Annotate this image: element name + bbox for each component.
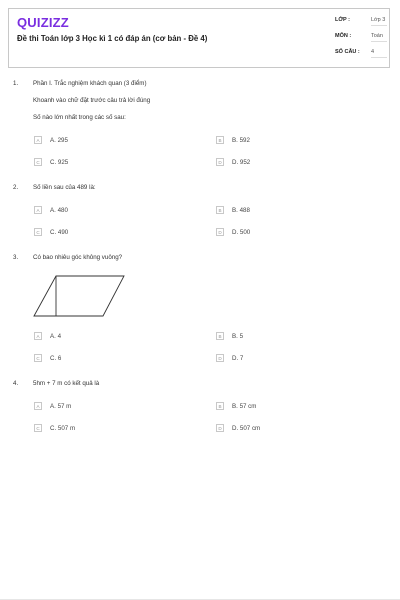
question-number: 3.	[13, 254, 19, 261]
option-text: C. 507 m	[50, 424, 76, 432]
option-letter-box: C	[34, 424, 42, 432]
option-text: C. 925	[50, 158, 69, 166]
option-letter-box: D	[216, 158, 224, 166]
option-letter-box: C	[34, 158, 42, 166]
question-2-text: Số liền sau của 489 là:	[33, 184, 96, 191]
worksheet-title: Đề thi Toán lớp 3 Học kì 1 có đáp án (cơ bản - Đề 4)	[17, 34, 208, 43]
quizizz-logo: QUIZIZZ	[17, 15, 69, 30]
option-a[interactable]	[34, 205, 68, 215]
option-a[interactable]	[34, 135, 68, 145]
meta-key-question-count: SỐ CÂU :	[335, 49, 360, 55]
option-text: A. 480	[50, 206, 68, 214]
question-number: 1.	[13, 80, 19, 87]
meta-row-question-count	[335, 49, 387, 65]
option-text: A. 4	[50, 332, 62, 340]
parallelogram-figure	[33, 274, 125, 318]
option-d[interactable]	[216, 227, 250, 237]
option-b[interactable]	[216, 205, 250, 215]
question-1-line-1: Phần I. Trắc nghiệm khách quan (3 điểm)	[33, 80, 147, 87]
option-a[interactable]	[34, 331, 61, 341]
option-letter-box: C	[34, 228, 42, 236]
question-3-text: Có bao nhiêu góc không vuông?	[33, 254, 123, 261]
option-text: A. 295	[50, 136, 68, 144]
option-letter-box: A	[34, 332, 42, 340]
option-d[interactable]	[216, 423, 260, 433]
option-letter-box: B	[216, 332, 224, 340]
option-letter-box: B	[216, 136, 224, 144]
option-c[interactable]	[34, 227, 68, 237]
option-text: B. 488	[232, 206, 250, 214]
meta-row-subject	[335, 33, 387, 49]
option-c[interactable]	[34, 157, 68, 167]
option-d[interactable]	[216, 157, 250, 167]
meta-value-question-count: 4	[371, 49, 387, 58]
option-c[interactable]	[34, 353, 61, 363]
option-text: D. 507 cm	[232, 424, 261, 432]
option-text: B. 57 cm	[232, 402, 257, 410]
option-text: B. 592	[232, 136, 250, 144]
option-letter-box: D	[216, 424, 224, 432]
option-text: D. 500	[232, 228, 251, 236]
option-text: C. 490	[50, 228, 69, 236]
option-d[interactable]	[216, 353, 243, 363]
option-letter-box: A	[34, 136, 42, 144]
option-text: D. 7	[232, 354, 244, 362]
option-letter-box: A	[34, 206, 42, 214]
option-text: B. 5	[232, 332, 244, 340]
option-letter-box: B	[216, 402, 224, 410]
question-4-text: 5hm + 7 m có kết quả là	[33, 380, 100, 387]
question-number: 4.	[13, 380, 19, 387]
option-letter-box: D	[216, 228, 224, 236]
question-1-line-2: Khoanh vào chữ đặt trước câu trả lời đúng	[33, 97, 151, 104]
option-b[interactable]	[216, 331, 243, 341]
question-1-line-3: Số nào lớn nhất trong các số sau:	[33, 114, 126, 121]
meta-key-subject: MÔN :	[335, 33, 352, 39]
option-letter-box: A	[34, 402, 42, 410]
meta-row-class	[335, 17, 387, 33]
option-text: A. 57 m	[50, 402, 72, 410]
option-letter-box: D	[216, 354, 224, 362]
option-letter-box: B	[216, 206, 224, 214]
meta-key-class: LỚP :	[335, 17, 350, 23]
worksheet-header	[8, 8, 390, 68]
option-text: D. 952	[232, 158, 251, 166]
option-a[interactable]	[34, 401, 71, 411]
meta-value-subject: Toán	[371, 33, 387, 42]
option-text: C. 6	[50, 354, 62, 362]
worksheet-meta	[335, 17, 387, 65]
option-b[interactable]	[216, 401, 256, 411]
option-c[interactable]	[34, 423, 75, 433]
question-number: 2.	[13, 184, 19, 191]
option-b[interactable]	[216, 135, 250, 145]
option-letter-box: C	[34, 354, 42, 362]
meta-value-class: Lớp 3	[371, 17, 387, 26]
